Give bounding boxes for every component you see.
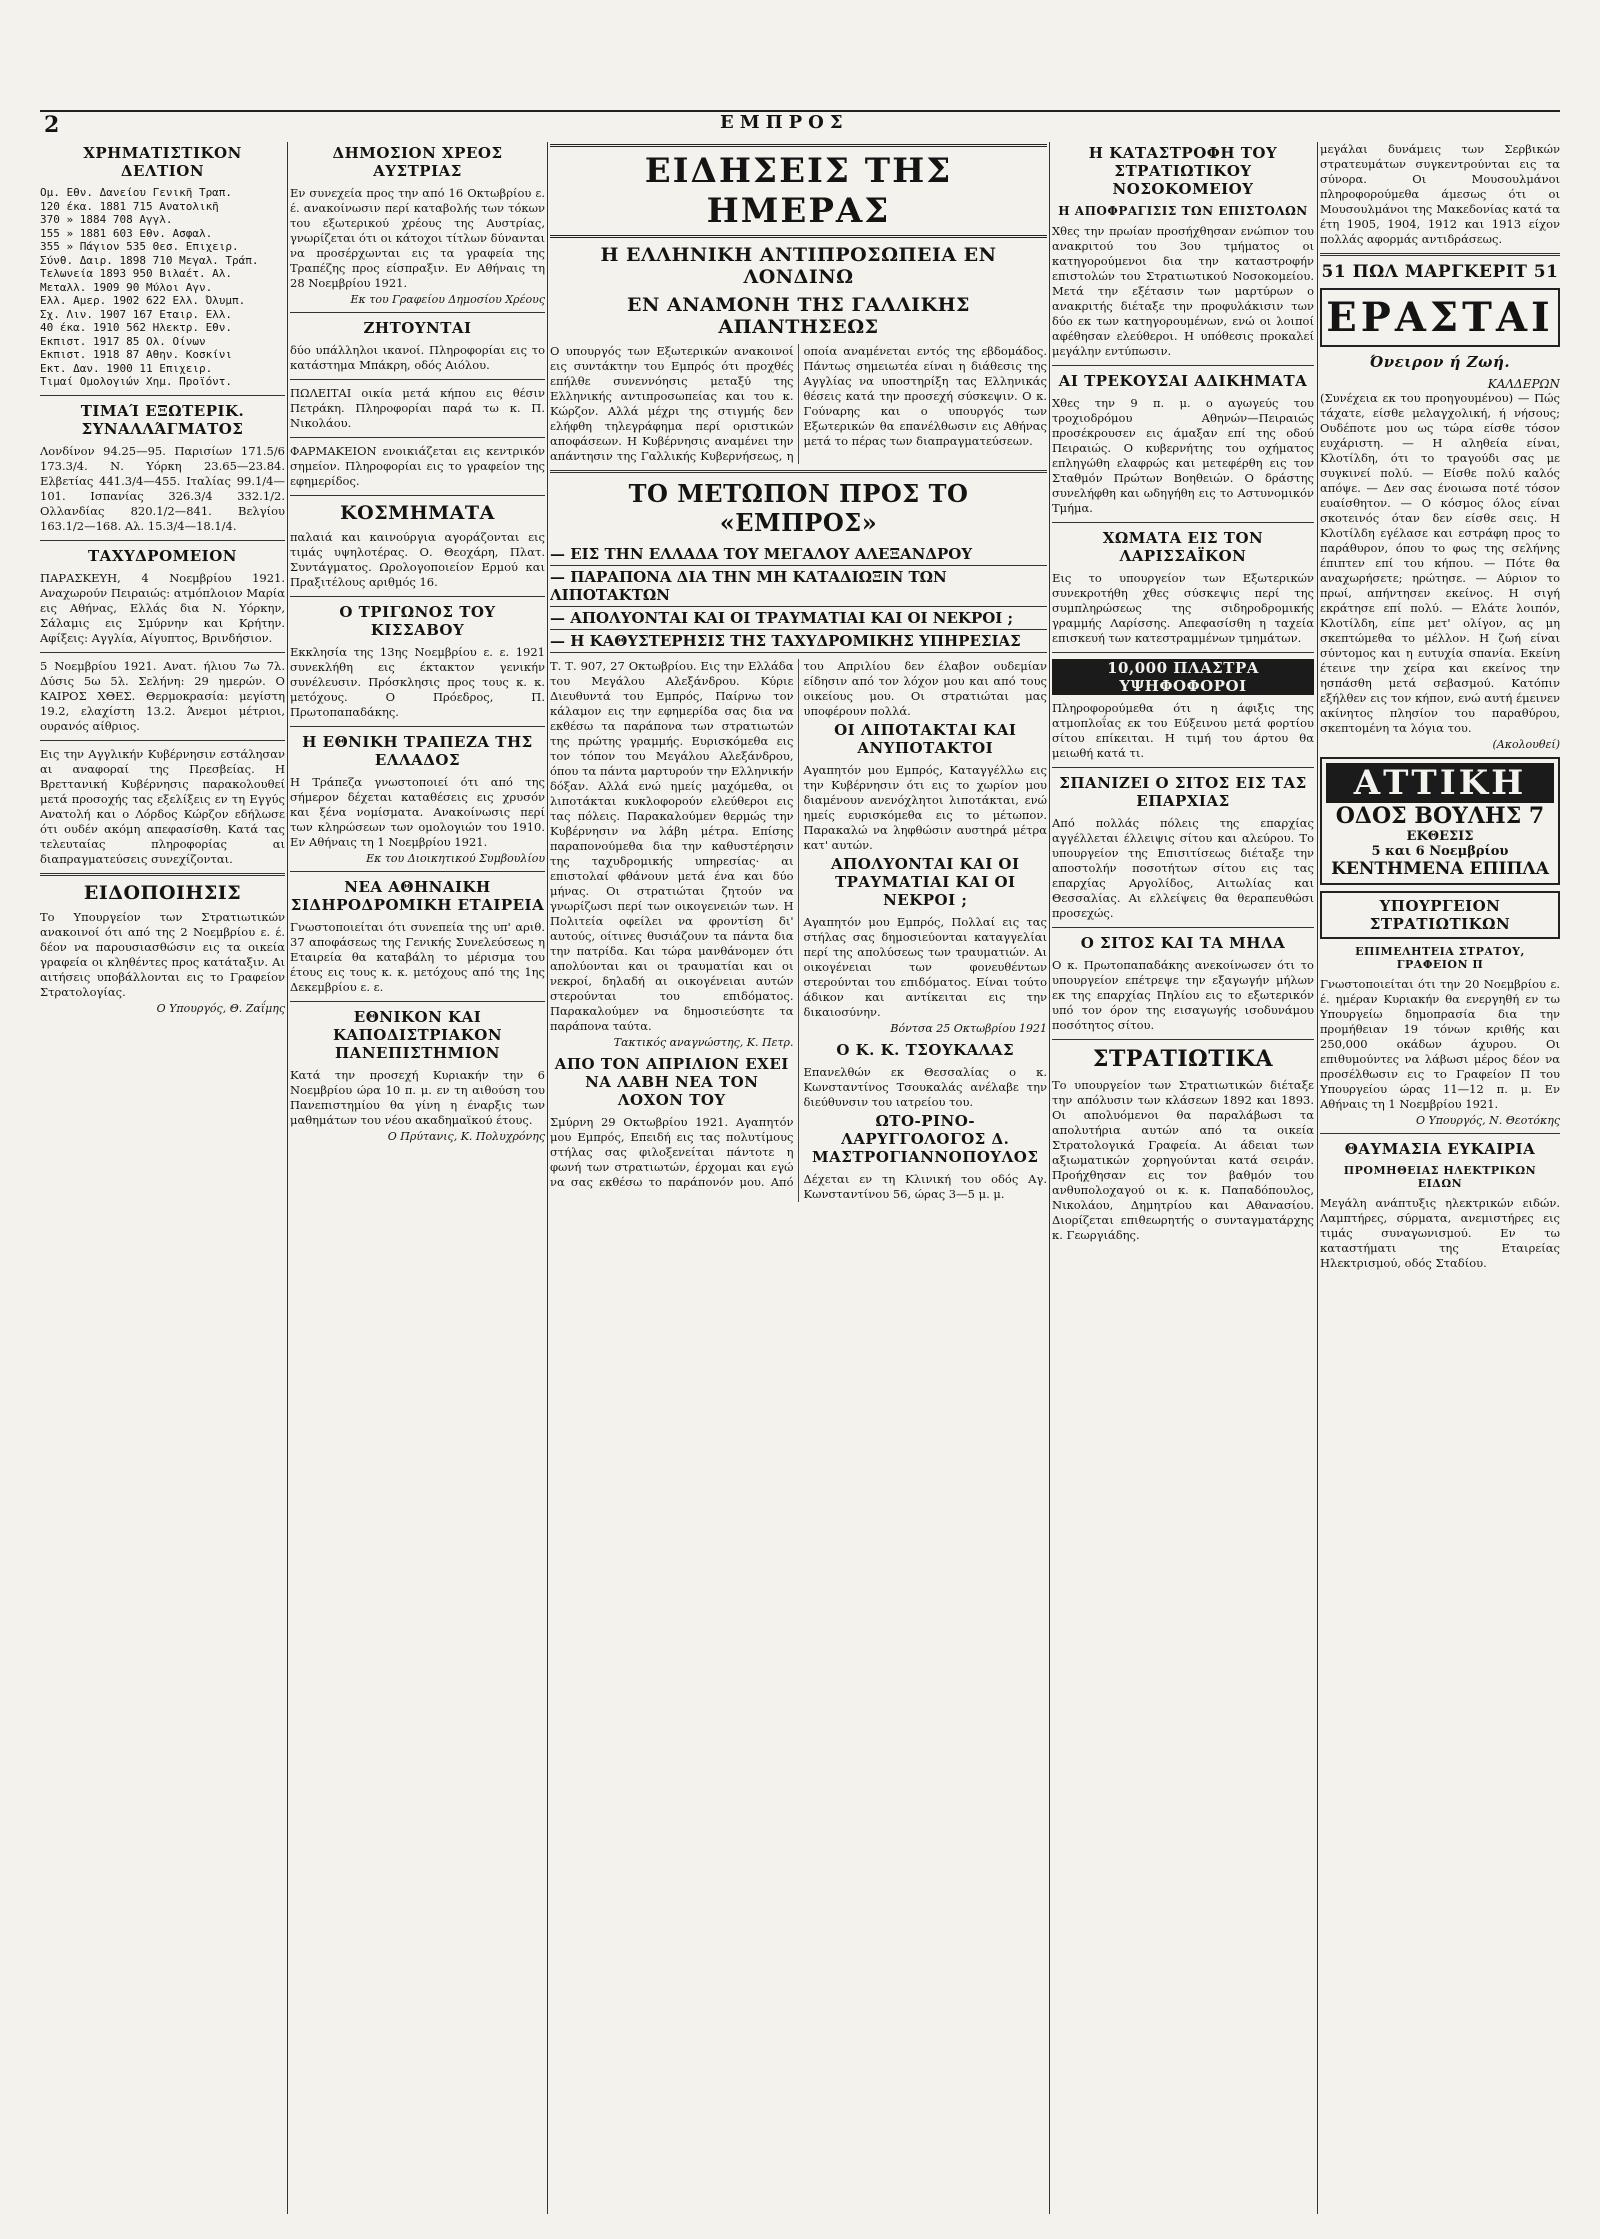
ministry-signature: Ο Υπουργός, Ν. Θεοτόκης bbox=[1416, 1114, 1560, 1127]
front-bullet: — Η ΚΑΘΥΣΤΕΡΗΣΙΣ ΤΗΣ ΤΑΧΥΔΡΟΜΙΚΗΣ ΥΠΗΡΕΣΙΑΣ bbox=[550, 630, 1047, 653]
newspaper-page bbox=[40, 14, 1560, 2224]
front-bullet: — ΕΙΣ ΤΗΝ ΕΛΛΑΔΑ ΤΟΥ ΜΕΓΑΛΟΥ ΑΛΕΞΑΝΔΡΟΥ bbox=[550, 543, 1047, 566]
exchange-heading: ΤΙΜΑΊ ΕΞΩΤΕΡΙΚ. ΣΥΝΑΛΛΆΓΜΑΤΟΣ bbox=[80, 401, 245, 438]
divider bbox=[290, 379, 545, 380]
wheat-heading: Ο ΣΙΤΟΣ ΚΑΙ ΤΑ ΜΗΛΑ bbox=[1080, 934, 1286, 952]
page-number: 2 bbox=[44, 112, 60, 138]
divider bbox=[290, 1001, 545, 1002]
divider bbox=[1320, 1133, 1560, 1134]
divider bbox=[290, 871, 545, 872]
ad-street: ΟΔΟΣ ΒΟΥΛΗΣ 7 bbox=[1335, 803, 1545, 829]
front-text: Τ. Τ. 907, 27 Οκτωβρίου. Εις την Ελλάδα του Μεγάλου Αλεξάνδρου. Κύριε Διευθυντά του Εμπρός, Παίρνω τον κάλαμον εις την εφημερίδα σας δια να εκθέσω τα παράπονα των στρατιωτών της πρώτης γραμμής. Ευρισκόμεθα εις τον τόπον του Μεγάλου Αλεξάνδρου, όπου τα πάντα μαρτυρούν την Ελληνικήν δόξαν. Αλλά ενώ ημείς μαχόμεθα, οι λιποτάκται κυκλοφορούν ελεύθεροι εις τας πόλεις. Παρακαλούμεν θερμώς την Κυβέρνησιν να λάβη μέτρα. Επίσης παραπονούμεθα δια την καθυστέρησιν της ταχυδρομικής υπηρεσίας· αι επιστολαί φθάνουν μετά ένα και δύο μήνας. Οι στρατιώται ζητούν να γνωρίζωσι περί των οικογενειών των. Η Πολιτεία οφείλει να φροντίση δι' αυτούς, οίτινες θυσιάζουν τα πάντα δια την πατρίδα. Και τώρα μανθάνομεν ότι απολύονται και οι τραυματίαι και οι νεκροί, δηλαδή αι οικογένειαι αυτών στερούνται του επιδόματος. Παρακαλούμεν να δημοσιεύσητε τα παράπονα ταύτα. bbox=[550, 659, 794, 1033]
sale-text: ΠΩΛΕΙΤΑΙ οικία μετά κήπου εις θέσιν Πετράκη. Πληροφορίαι παρά τω κ. Π. Νικολάου. bbox=[290, 386, 545, 430]
contest-text: Πληροφορούμεθα ότι η άφιξις της ατμοπλοΐας εκ του Εύξεινου μετά φορτίου σίτου επίκειται. Η τιμή του άρτου θα μειωθή κατά τι. bbox=[1052, 701, 1314, 760]
hospital-heading: Η ΚΑΤΑΣΤΡΟΦΗ ΤΟΥ ΣΤΡΑΤΙΩΤΙΚΟΥ ΝΟΣΟΚΟΜΕΙΟΥ bbox=[1088, 144, 1278, 198]
accidents-text: Χθες την 9 π. μ. ο αγωγεύς του τροχιοδρόμου Αθηνών—Πειραιώς προσέκρουσεν εις άμαξαν επί της οδού Πειραιώς. Ο κυβερνήτης του οχήματος επληγώθη ελαφρώς και μετεφέρθη εις τον Σταθμόν Πρώτων Βοηθειών. Ο δράστης συνελήφθη και ωδηγήθη εις το Αστυνομικόν Τμήμα. bbox=[1052, 396, 1314, 515]
divider bbox=[550, 470, 1047, 473]
pharmacy-text: ΦΑΡΜΑΚΕΙΟΝ ενοικιάζεται εις κεντρικόν σημείον. Πληροφορίαι εις το γραφείον της εφημερίδος. bbox=[290, 444, 545, 488]
ad-items: ΚΕΝΤΗΜΕΝΑ ΕΠΙΠΛΑ bbox=[1331, 859, 1549, 879]
divider bbox=[40, 652, 285, 653]
masthead-rule bbox=[40, 110, 1560, 112]
masthead-title: ΕΜΠΡΟΣ bbox=[720, 112, 849, 133]
jewel-text: παλαιά και καινούργια αγοράζονται εις τιμάς υψηλοτέρας. Ο. Θεοχάρη, Πλατ. Συντάγματος. Ωρολογοποιείον Ερμού και Πραξιτέλους αριθμός 16. bbox=[290, 530, 545, 589]
doctor-text: Δέχεται εν τη Κλινική του οδός Αγ. Κωνσταντίνου 56, ώρας 3—5 μ. μ. bbox=[803, 1172, 1047, 1201]
electric-subheading: ΠΡΟΜΗΘΕΙΑΣ ΗΛΕΚΤΡΙΚΩΝ ΕΙΔΩΝ bbox=[1343, 1164, 1537, 1190]
mail-text: ΠΑΡΑΣΚΕΥΗ, 4 Νοεμβρίου 1921. Αναχωρούν Πειραιώς: ατμόπλοιον Μαρία εις Αθήνας, Ελλάς δια Ν. Υόρκην, Σάλαμις εις Σμύρνην και Κρήτην. Αφίξεις: Αγγλία, Αίγυπτος, Βρινδήσιον. bbox=[40, 570, 285, 645]
ministry-text: Γνωστοποιείται ότι την 20 Νοεμβρίου ε. έ. ημέραν Κυριακήν θα ενεργηθή εν τω Υπουργείω δημοπρασία δια την προμήθειαν 19 τόνων κριθής και 250,000 οκάδων άχυρου. Οι επιθυμούντες να λάβωσι μέρος δέον να προσέλθωσιν εις το Γραφείον Π του Υπουργείου ώρας 11—12 π. μ. Εν Αθήναις τη 1 Νοεμβρίου 1921. bbox=[1320, 977, 1560, 1111]
divider bbox=[290, 312, 545, 313]
accidents-heading: ΑΙ ΤΡΕΚΟΥΣΑΙ ΑΔΙΚΗΜΑΤΑ bbox=[1058, 372, 1308, 390]
column-rule bbox=[287, 142, 288, 2214]
front-bullet: — ΑΠΟΛΥΟΝΤΑΙ ΚΑΙ ΟΙ ΤΡΑΥΜΑΤΙΑΙ ΚΑΙ ΟΙ ΝΕΚΡΟΙ ; bbox=[550, 607, 1047, 630]
front-bullets bbox=[550, 543, 1047, 653]
bread-heading: ΣΠΑΝΙΖΕΙ Ο ΣΙΤΟΣ ΕΙΣ ΤΑΣ ΕΠΑΡΧΙΑΣ bbox=[1059, 774, 1307, 810]
column-2 bbox=[290, 142, 545, 2214]
wounded-signature: Βόντσα 25 Οκτωβρίου 1921 bbox=[890, 1022, 1047, 1035]
notice-signature: Ο Υπουργός, Θ. Ζαΐμης bbox=[156, 1001, 285, 1015]
wanted-text: δύο υπάλληλοι ικανοί. Πληροφορίαι εις το κατάστημα Μπάκρη, οδός Αιόλου. bbox=[290, 343, 545, 372]
wounded-heading: ΑΠΟΛΥΟΝΤΑΙ ΚΑΙ ΟΙ ΤΡΑΥΜΑΤΙΑΙ ΚΑΙ ΟΙ ΝΕΚΡΟΙ ; bbox=[830, 855, 1020, 909]
serial-subtitle: Όνειρον ή Ζωή. bbox=[1369, 353, 1511, 371]
divider bbox=[40, 740, 285, 741]
divider bbox=[1052, 1039, 1314, 1040]
exchange-text: Λονδίνον 94.25—95. Παρισίων 171.5/6 173.3/4. Ν. Υόρκη 23.65—23.84. Ελβετίας 441.3/4—455. Ιταλίας 99.1/4—101. Ισπανίας 326.3/4 332.1/2. Ολλανδίας 820.1/2—841. Βελγίου 163.1/2—168. Αλ. 15.3/4—18.1/4. bbox=[40, 443, 285, 533]
front-signature: Τακτικός αναγνώστης, Κ. Πετρ. bbox=[613, 1036, 794, 1049]
bread-text: Από πολλάς πόλεις της επαρχίας αγγέλλεται έλλειψις σίτου και αλεύρου. Το υπουργείον της Επισιτίσεως διέταξε την αποστολήν ποσοτήτων σίτου εις τας επαρχίας Αργολίδος, Αιτωλίας και Θεσσαλίας. Αι ελλείψεις θα θεραπευθώσι προσεχώς. bbox=[1052, 816, 1314, 920]
column-4 bbox=[1052, 142, 1314, 2214]
electric-text: Μεγάλη ανάπτυξις ηλεκτρικών ειδών. Λαμπτήρες, σύρματα, ανεμιστήρες εις τιμάς συναγωνισμού. Εν τω καταστήματι της Εταιρείας Ηλεκτρισμού, οδός Σταδίου. bbox=[1320, 1196, 1560, 1270]
notice-heading: ΕΙΔΟΠΟΙΗΣΙΣ bbox=[83, 881, 242, 904]
tsoukalas-text: Επανελθών εκ Θεσσαλίας ο κ. Κωνσταντίνος Τσουκαλάς ανέλαβε την διεύθυνσιν του ιατρείου του. bbox=[803, 1065, 1047, 1109]
divider bbox=[1052, 652, 1314, 653]
divider bbox=[290, 726, 545, 727]
university-heading: ΕΘΝΙΚΟΝ ΚΑΙ ΚΑΠΟΔΙΣΤΡΙΑΚΟΝ ΠΑΝΕΠΙΣΤΗΜΙΟΝ bbox=[332, 1008, 503, 1062]
column-5 bbox=[1320, 142, 1560, 2214]
divider bbox=[1052, 365, 1314, 366]
attiki-ad bbox=[1320, 757, 1560, 885]
divider bbox=[1052, 927, 1314, 928]
serial-continued: (Ακολουθεί) bbox=[1492, 738, 1560, 751]
market-heading: ΧΡΗΜΑΤΙΣΤΙΚΟΝ ΔΕΛΤΙΟΝ bbox=[83, 144, 242, 180]
debt-text: Εν συνεχεία προς την από 16 Οκτωβρίου ε. έ. ανακοίνωσιν περί καταβολής των τόκων του εξωτερικού χρέους της Αυστρίας, γνωρίζεται ότι οι κάτοχοι τίτλων δύνανται να προσέρχωνται εις τα γραφεία της Τραπέζης προς είσπραξιν. Εν Αθήναις τη 28 Νοεμβρίου 1921. bbox=[290, 186, 545, 290]
university-text: Κατά την προσεχή Κυριακήν την 6 Νοεμβρίου ώρα 10 π. μ. εν τη αιθούση του Πανεπιστημίου θα γίνη η έναρξις των μαθημάτων του νέου ακαδημαϊκού έτους. bbox=[290, 1068, 545, 1127]
bank-signature: Εκ του Διοικητικού Συμβουλίου bbox=[366, 852, 545, 865]
divider bbox=[1052, 767, 1314, 768]
divider bbox=[40, 395, 285, 396]
ad-name: ΑΤΤΙΚΗ bbox=[1326, 763, 1554, 803]
ad-expo: ΕΚΘΕΣΙΣ bbox=[1406, 829, 1474, 844]
doctor-heading: ΩΤΟ-ΡΙΝΟ-ΛΑΡΥΓΓΟΛΟΓΟΣ Δ. ΜΑΣΤΡΟΓΙΑΝΝΟΠΟΥΛΟΣ bbox=[812, 1112, 1039, 1166]
bank-heading: Η ΕΘΝΙΚΗ ΤΡΑΠΕΖΑ ΤΗΣ ΕΛΛΑΔΟΣ bbox=[302, 733, 533, 769]
serial-text: (Συνέχεια εκ του προηγουμένου) — Πώς τάχατε, είσθε μελαγχολική, ή νήσους; Ουδέποτε μου ως τώρα είσθε τόσον ευχάριστη. — Η αληθεία είναι, Κλοτίλδη, ότι το τραγούδι σας με συγκινεί πολύ. — Είσθε πολύ καλός απόψε. — Δεν σας ένοιωσα ποτέ τόσον ευαίσθητον. — Ο κόσμος όλος είναι σκοτεινός όταν δεν είσθε σεις. Η Κλοτίλδη εγέλασε και εστράφη προς το παράθυρον, όπου το φως της σελήνης έπιπτεν επί του κήπου. — Πότε θα αναχωρήσετε; ηρώτησε. — Αύριον το πρωί, απήντησεν εκείνος. Η σιγή εκράτησε επί πολύ. — Ελάτε λοιπόν, Κλοτίλδη, είπε μετ' ολίγον, ας μη σκεπτώμεθα το μέλλον. Η ζωή είναι σύντομος και η ευτυχία σπανία. Εκείνη έτεινε την χείρα και εκείνος την ησπάσθη μετά σεβασμού. Κατόπιν εξήλθεν εις τον κήπον, ενώ αυτή έμεινεν ακίνητος πλησίον του παραθύρου, σκεπτομένη τα λόγια του. bbox=[1320, 391, 1560, 735]
military-text: Το υπουργείον των Στρατιωτικών διέταξε την απόλυσιν των κλάσεων 1892 και 1893. Οι απολυόμενοι θα παραλάβωσι τα απολυτήρια αυτών από τα οικεία Στρατολογικά Γραφεία. Αι άδειαι των αξιωματικών χορηγούνται κατά σειράν. Προήχθησαν εις τον βαθμόν του ανθυπολοχαγού οι κ. κ. Παπαδόπουλος, Νικολάου, Δημητρίου και Αθανασίου. Διορίζεται επιθεωρητής ο συνταγματάρχης κ. Γεωργιάδης. bbox=[1052, 1078, 1314, 1242]
front-heading: ΤΟ ΜΕΤΩΠΟΝ ΠΡΟΣ ΤΟ «ΕΜΠΡΟΣ» bbox=[628, 479, 969, 537]
electric-heading: ΘΑΥΜΑΣΙΑ ΕΥΚΑΙΡΙΑ bbox=[1344, 1140, 1536, 1158]
debt-signature: Εκ του Γραφείου Δημοσίου Χρέους bbox=[350, 293, 545, 306]
divider bbox=[290, 437, 545, 438]
smyrna-heading: ΑΠΟ ΤΟΝ ΑΠΡΙΛΙΟΝ ΕΧΕΙ ΝΑ ΛΑΒΗ ΝΕΑ ΤΟΝ ΛΟΧΟΝ ΤΟΥ bbox=[554, 1055, 789, 1109]
larissa-text: Εις το υπουργείον των Εξωτερικών συνεκροτήθη χθες σύσκεψις περί της συμπληρώσεως της σιδηροδρομικής γραμμής Λαρίσσης. Απεφασίσθη η ταχεία επισκευή των κατεστραμμένων τμημάτων. bbox=[1052, 571, 1314, 645]
wanted-heading: ΖΗΤΟΥΝΤΑΙ bbox=[363, 319, 472, 337]
serial-heading: ΕΡΑΣΤΑΙ bbox=[1320, 288, 1560, 347]
deserters-text: Αγαπητόν μου Εμπρός, Καταγγέλλω εις την Κυβέρνησιν ότι εις το χωρίον μου διαμένουν ανενόχλητοι λιποτάκται, ενώ ημείς ευρισκόμεθα εις το μέτωπον. Παρακαλώ να ληφθώσιν αυστηρά μέτρα κατ' αυτών. bbox=[803, 763, 1047, 852]
wheat-text: Ο κ. Πρωτοπαπαδάκης ανεκοίνωσεν ότι το υπουργείον επέτρεψε την εξαγωγήν μήλων εκ της επαρχίας Πηλίου εις το εξωτερικόν υπό τον όρον της εισαγωγής ισοδυνάμου ποσότητος σίτου. bbox=[1052, 958, 1314, 1032]
divider bbox=[1052, 522, 1314, 523]
notice-text: Το Υπουργείον των Στρατιωτικών ανακοινοί ότι από της 2 Νοεμβρίου ε. έ. δέον να παρουσιασθώσιν εις τα οικεία γραφεία οι κληθέντες προς κατάταξιν. Αι αιτήσεις υποβάλλονται εις το Γραφείον Στρατολογίας. bbox=[40, 909, 285, 999]
shipping-text: Γνωστοποιείται ότι συνεπεία της υπ' αριθ. 37 απoφάσεως της Γενικής Συνελεύσεως η Εταιρεία θα καταβάλη το μέρισμα του έτους εις τους κ. κ. μετόχους από της 1ης Δεκεμβρίου ε. ε. bbox=[290, 920, 545, 994]
wounded-text: Αγαπητόν μου Εμπρός, Πολλαί εις τας στήλας σας δημοσιεύονται καταγγελίαι περί της απολύσεως των τραυματιών. Αι οικογένειαι των φονευθέντων στερούνται του επιδόματος. Είναι τούτο άδικον και αντίκειται εις την δικαιοσύνην. bbox=[803, 915, 1047, 1019]
front-columns bbox=[550, 659, 1047, 1202]
larissa-heading: ΧΩΜΑΤΑ ΕΙΣ ΤΟΝ ΛΑΡΙΣΣΑΪΚΟΝ bbox=[1102, 529, 1264, 565]
column-5-top-text: μεγάλαι δυνάμεις των Σερβικών στρατευμάτων συγκεντρούνται εις τα σύνορα. Οι Μουσουλμάνοι πληροφορούμεθα άμεσως ότι οι Μουσουλμάνοι της Μακεδονίας κατά τα έτη 1905, 1904, 1912 και 1913 είχον πολλάς αφορμάς αντιδράσεως. bbox=[1320, 142, 1560, 246]
hospital-text: Χθες την πρωίαν προσήχθησαν ενώπιον του ανακριτού του 3ου τμήματος οι κατηγορούμενοι δια την καταστροφήν επιστολών του Στρατιωτικού Νοσοκομείου. Μετά την εξέτασιν των μαρτύρων ο ανακριτής διέταξε την προφυλάκισιν των δύο εκ των κατηγορουμένων, ενώ οι λοιποί αφέθησαν ελεύθεροι. Η υπόθεσις προκαλεί μεγάλην εντύπωσιν. bbox=[1052, 224, 1314, 358]
contest-heading: 10,000 ΠΛΑΣΤΡΑ ΥΨΗΦΟΦΟΡΟΙ bbox=[1052, 659, 1314, 695]
military-heading: ΣΤΡΑΤΙΩΤΙΚΑ bbox=[1092, 1046, 1274, 1072]
smyrna-text: Σμύρνη 29 Οκτωβρίου 1921. Αγαπητόν μου Εμπρός, Επειδή εις τας πολυτίμους στήλας σας φιλοξενείται πάντοτε η φωνή των στρατιωτών, έρχομαι και εγώ να σας εκθέσω το παράπονόν μου. Από του Απριλίου δεν έλαβον ουδεμίαν είδησιν από τον λόχον μου και από τους οικείους μου. Οι στρατιώται μας υποφέρουν πολλά. bbox=[550, 659, 1047, 1189]
column-3 bbox=[550, 142, 1047, 2214]
divider bbox=[290, 596, 545, 597]
serial-author: ΚΑΛΔΕΡΩΝ bbox=[1487, 377, 1560, 391]
divider bbox=[40, 873, 285, 876]
ministry-subheading: ΕΠΙΜΕΛΗΤΕΙΑ ΣΤΡΑΤΟΥ, ΓΡΑΦΕΙΟΝ Π bbox=[1355, 945, 1525, 971]
bank-text: Η Τράπεζα γνωστοποιεί ότι από της σήμερον δέχεται καταθέσεις εις χρυσόν και ξένα νομίσματα. Ανακοίνωσις περί των κληρώσεων των ομολογιών του 1910. Εν Αθήναις τη 1 Νοεμβρίου 1921. bbox=[290, 775, 545, 849]
mail-heading: ΤΑΧΥΔΡΟΜΕΙΟΝ bbox=[88, 546, 237, 565]
column-rule bbox=[1049, 142, 1050, 2214]
front-bullet: — ΠΑΡΑΠΟΝΑ ΔΙΑ ΤΗΝ ΜΗ ΚΑΤΑΔΙΩΞΙΝ ΤΩΝ ΛΙΠΟΤΑΚΤΩΝ bbox=[550, 566, 1047, 607]
hospital-subheading: Η ΑΠΟΦΡΑΓΙΣΙΣ ΤΩΝ ΕΠΙΣΤΟΛΩΝ bbox=[1058, 204, 1308, 218]
university-signature: Ο Πρύτανις, Κ. Πολυχρόνης bbox=[387, 1130, 545, 1143]
news-heading: ΕΙΔΗΣΕΙΣ ΤΗΣ ΗΜΕΡΑΣ bbox=[550, 144, 1047, 238]
divider bbox=[1320, 253, 1560, 256]
divider bbox=[40, 540, 285, 541]
column-rule bbox=[1317, 142, 1318, 2214]
serial-banner: 51 ΠΩΛ ΜΑΡΓΚΕΡΙΤ 51 bbox=[1321, 262, 1559, 282]
lottery-text: Εκκλησία της 13ης Νοεμβρίου ε. ε. 1921 συνεκλήθη εις έκτακτον γενικήν συνέλευσιν. Πρόσκλησις προς τους κ. κ. μετόχους. Ο Πρόεδρος, Π. Πρωτοπαπαδάκης. bbox=[290, 645, 545, 719]
news-text: Εις την Αγγλικήν Κυβέρνησιν εστάλησαν αι αναφοραί της Πρεσβείας. Η Βρεττανική Κυβέρνησις παρακολουθεί μετά προσοχής τας εξελίξεις εν τη Εγγύς Ανατολή και ο Λόρδος Κώρζον εδήλωσε ότι ουδέν ακόμη απεφασίσθη. Κατά τας τελευταίας πληροφορίας αι διαπραγματεύσεις συνεχίζονται. bbox=[40, 746, 285, 866]
column-rule bbox=[547, 142, 548, 2214]
debt-heading: ΔΗΜΟΣΙΟΝ ΧΡΕΟΣ ΑΥΣΤΡΙΑΣ bbox=[332, 144, 503, 180]
ministry-heading: ΥΠΟΥΡΓΕΙΟΝ ΣΤΡΑΤΙΩΤΙΚΩΝ bbox=[1320, 891, 1560, 939]
jewel-heading: ΚΟΣΜΗΜΑΤΑ bbox=[340, 502, 495, 524]
ad-dates: 5 και 6 Νοεμβρίου bbox=[1371, 844, 1509, 859]
lottery-heading: Ο ΤΡΙΓΩΝΟΣ ΤΟΥ ΚΙΣΣΑΒΟΥ bbox=[339, 603, 496, 639]
shipping-heading: ΝΕΑ ΑΘΗΝΑΙΚΗ ΣΙΔΗΡΟΔΡΟΜΙΚΗ ΕΤΑΙΡΕΙΑ bbox=[290, 878, 545, 914]
weather-text: 5 Νοεμβρίου 1921. Ανατ. ήλιου 7ω 7λ. Δύσις 5ω 5λ. Σελήνη: 29 ημερών. Ο ΚΑΙΡΟΣ ΧΘΕΣ. Θερμοκρασία: μεγίστη 19.2, ελαχίστη 13.2. Άνεμοι μέτριοι, ουρανός αίθριος. bbox=[40, 658, 285, 733]
divider bbox=[290, 495, 545, 496]
deserters-heading: ΟΙ ΛΙΠΟΤΑΚΤΑΙ ΚΑΙ ΑΝΥΠΟΤΑΚΤΟΙ bbox=[834, 721, 1017, 757]
lead-subheading: ΕΝ ΑΝΑΜΟΝΗ ΤΗΣ ΓΑΛΛΙΚΗΣ ΑΠΑΝΤΗΣΕΩΣ bbox=[627, 294, 970, 338]
tsoukalas-heading: Ο Κ. Κ. ΤΣΟΥΚΑΛΑΣ bbox=[836, 1041, 1015, 1059]
market-table: Ομ. Εθν. Δανείου Γενικῆ Τραπ. 120 έκα. 1881 715 Ανατολικῆ 370 » 1884 708 Αγγλ. 155 » 1881 603 Εθν. Ασφαλ. 355 » Πάγιον 535 Θεσ. Επιχειρ. Σύνθ. Δαιρ. 1898 710 Μεγαλ. Τράπ. Τελωνεία 1893 950 Βιλαέτ. Αλ. Μεταλλ. 1909 90 Μύλοι Αγν. Ελλ. Αμερ. 1902 622 Ελλ. Όλυμπ. Σχ. Λιν. 1907 167 Εταιρ. Ελλ. 40 έκα. 1910 562 Ηλεκτρ. Εθν. Εκπιστ. 1917 85 Ολ. Οίνων Εκπιστ. 1918 87 Αθην. Κοσκίνι Εκτ. Δαν. 1900 11 Επιχειρ. Τιμαί Ομολογιών Χημ. Προϊόντ. bbox=[40, 186, 259, 388]
lead-heading: Η ΕΛΛΗΝΙΚΗ ΑΝΤΙΠΡΟΣΩΠΕΙΑ ΕΝ ΛΟΝΔΙΝΩ bbox=[600, 244, 997, 288]
lead-text: Ο υπουργός των Εξωτερικών ανακοινοί εις συντάκτην του Εμπρός ότι προχθές επήλθε συνεννόησις μεταξύ της Ελληνικής αντιπροσωπείας και του κ. Κώρζον. Αλλά μέχρι της στιγμής δεν ελήφθη τηλεγράφημα περί οριστικών αποφάσεων. Η Κυβέρνησις αναμένει την απάντησιν της Γαλλικής Κυβερνήσεως, η οποία αναμένεται εντός της εβδομάδος. Πάντως σημειωτέα είναι η διάθεσις της Αγγλίας να υποστηρίξη τας Ελληνικάς θέσεις κατά την προσεχή σύσκεψιν. Ο κ. Γούναρης και ο υπουργός των Εξωτερικών θα επανέλθωσιν εις Αθήνας μετά το πέρας των διαπραγματεύσεων. bbox=[550, 344, 1047, 463]
column-1 bbox=[40, 142, 285, 2214]
